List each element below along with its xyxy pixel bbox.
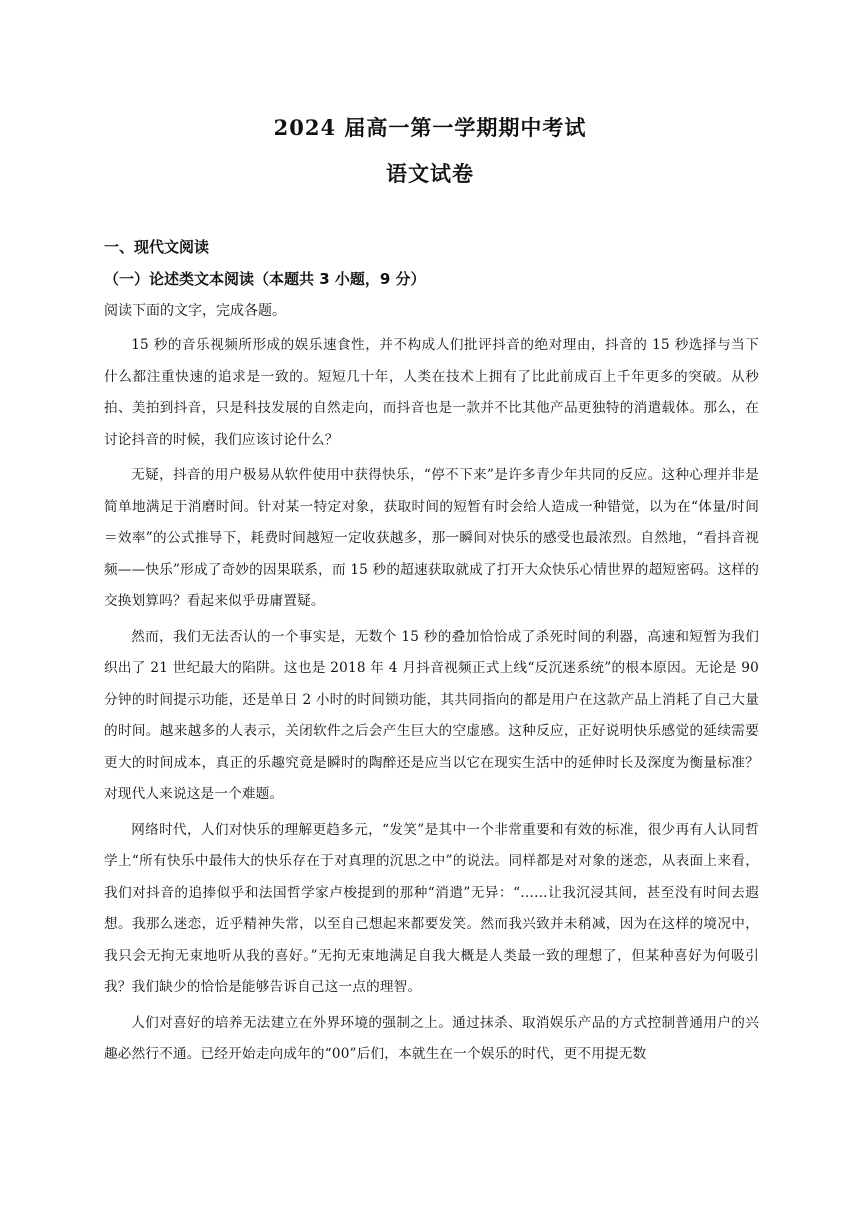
- passage-paragraph: 然而，我们无法否认的一个事实是，无数个 15 秒的叠加恰恰成了杀死时间的利器，高速和短暂为我们织出了 21 世纪最大的陷阱。这也是 2018 年 4 月抖音视频正式上线“反沉迷系统”的根本原因。无论是 90 分钟的时间提示功能，还是单日 2 小时的时间锁功能，其共同指向的都是用户在这款产品上消耗了自己大量的时间。越来越多的人表示，关闭软件之后会产生巨大的空虚感。这种反应，正好说明快乐感觉的延续需要更大的时间成本，真正的乐趣究竟是瞬时的陶醉还是应当以它在现实生活中的延伸时长及深度为衡量标准？对现代人来说这是一个难题。: [104, 628, 759, 802]
- passage-paragraph: 人们对喜好的培养无法建立在外界环境的强制之上。通过抹杀、取消娱乐产品的方式控制普通用户的兴趣必然行不通。已经开始走向成年的“00”后们，本就生在一个娱乐的时代，更不用提无数: [104, 1014, 759, 1062]
- exam-title: 2024 届高一第一学期期中考试: [273, 115, 587, 140]
- passage-paragraph: 网络时代，人们对快乐的理解更趋多元，“发笑”是其中一个非常重要和有效的标准，很少再有人认同哲学上“所有快乐中最伟大的快乐存在于对真理的沉思之中”的说法。同样都是对对象的迷恋，从表面上来看，我们对抖音的追捧似乎和法国哲学家卢梭提到的那种“消遣”无异：“……让我沉浸其间，甚至没有时间去遐想。我那么迷恋，近乎精神失常，以至自己想起来都要发笑。然而我兴致并未稍减，因为在这样的境况中，我只会无拘无束地听从我的喜好。”无拘无束地满足自我大概是人类最一致的理想了，但某种喜好为何吸引我？我们缺少的恰恰是能够告诉自己这一点的理智。: [104, 821, 759, 995]
- exam-subtitle: 语文试卷: [386, 161, 474, 186]
- reading-instruction: 阅读下面的文字，完成各题。: [104, 303, 286, 319]
- section-subheading: （一）论述类文本阅读（本题共 3 小题，9 分）: [104, 270, 426, 288]
- passage-paragraph: 15 秒的音乐视频所形成的娱乐速食性，并不构成人们批评抖音的绝对理由，抖音的 15 秒选择与当下什么都注重快速的追求是一致的。短短几十年，人类在技术上拥有了比此前成百上千年更多的突破。从秒拍、美拍到抖音，只是科技发展的自然走向，而抖音也是一款并不比其他产品更独特的消遣载体。那么，在讨论抖音的时候，我们应该讨论什么？: [104, 337, 759, 448]
- reading-passage: [104, 330, 759, 1075]
- passage-paragraph: 无疑，抖音的用户极易从软件使用中获得快乐，“停不下来”是许多青少年共同的反应。这种心理并非是简单地满足于消磨时间。针对某一特定对象，获取时间的短暂有时会给人造成一种错觉，以为在“体量/时间＝效率”的公式推导下，耗费时间越短一定收获越多，那一瞬间对快乐的感受也最浓烈。自然地，“看抖音视频——快乐”形成了奇妙的因果联系，而 15 秒的超速获取就成了打开大众快乐心情世界的超短密码。这样的交换划算吗？看起来似乎毋庸置疑。: [104, 467, 759, 609]
- section-heading: 一、现代文阅读: [104, 238, 210, 256]
